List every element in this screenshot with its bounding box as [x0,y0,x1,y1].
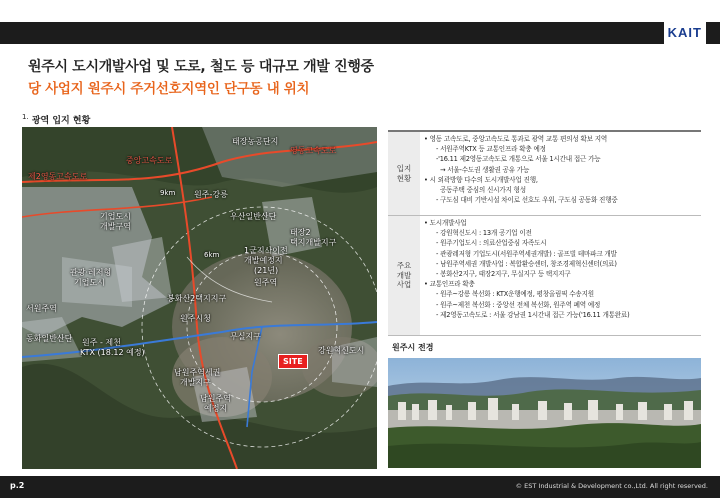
map-label: KTX (18.12 예정) [80,348,145,357]
info-table [388,130,701,336]
logo-text: KAIT [667,25,702,40]
map-label: 개발예정지 [244,256,283,265]
map-label: 우산일반산단 [230,212,277,221]
row-header [388,132,420,215]
map-label: 택지개발지구 [290,238,337,247]
row-line: - 구도심 대비 기반시설 차이로 선호도 우위, 구도심 공동화 진행중 [436,196,618,205]
map-label: 개발지구 [180,378,211,387]
row-header-line: 사업 [396,280,412,290]
map-label: 원주역 [254,278,278,287]
row-line: • 도시개발사업 [424,219,467,227]
map-label: 중앙고속도로 [126,156,173,165]
section-heading [22,113,90,126]
panorama-image [388,358,701,468]
page-title: 원주시 도시개발사업 및 도로, 철도 등 대규모 개발 진행중 [28,59,374,75]
row-line: 공동주택 중심의 신시가지 형성 [440,186,526,195]
row-body [422,218,699,320]
map-label: 남원주역 [200,394,231,403]
row-body [422,134,699,205]
map-label: 기업도시 [74,278,105,287]
map-label: 남원주역세권 [174,368,221,377]
copyright-text: © EST Industrial & Development co.,Ltd. All right reserved. [515,482,708,490]
row-line: - 원주기업도시 : 의료산업중심 자족도시 [436,239,547,248]
row-line: - 강원혁신도시 : 13개 공기업 이전 [436,229,532,238]
row-header-line: 개발 [396,270,412,280]
site-marker: SITE [278,354,308,369]
row-line: -'16.11 제2영동고속도로 개통으로 서울 1시간내 접근 가능 [436,155,601,164]
map-label: 1군지사이전 [244,246,288,255]
map-label: 강원혁신도시 [318,346,365,355]
page-subtitle: 당 사업지 원주시 주거선호지역인 단구동 내 위치 [28,81,310,97]
map-label: 동화일반산단 [26,334,73,343]
row-line: • 시 외곽방향 다수의 도시개발사업 진행, [424,175,538,184]
row-line: - 제2영동고속도로 : 서울 강남권 1시간내 접근 가능('16.11 개통완료) [436,310,630,319]
row-line: - 원주~제천 복선화 : 중앙선 전체 복선화, 원주역 폐역 예정 [436,300,601,309]
row-line: • 교통인프라 확충 [424,280,475,289]
company-logo [664,22,706,44]
map-label: 무실지구 [230,332,261,341]
map-label: 기업도시 [100,212,131,221]
row-line: - 원주~강릉 복선화 : KTX운행예정, 평창올림픽 수송지원 [436,290,594,299]
header-bar [0,22,720,44]
map-label: 제2영동고속도로 [28,172,88,181]
map-label: 영동고속도로 [290,146,337,155]
map-label: (21년) [254,266,279,275]
row-header-text [397,261,412,289]
row-header-text [397,164,412,183]
regional-map [22,127,377,469]
table-row [388,132,701,216]
section-label: 광역 입지 현황 [31,116,91,126]
row-line: - 관광레저형 기업도시(서원주역세권개발) : 골프빌 테마파크 개발 [436,249,617,258]
table-row [388,216,701,336]
map-label: 9km [160,189,176,197]
row-line: - 남원주역세권 개발사업 : 복합환승센터, 창조경제혁신센터(의료) [436,259,617,268]
map-label: 원주-강릉 [194,190,228,199]
map-label: 태장2 [290,228,311,237]
map-label: 봉화산2택지지구 [167,294,227,303]
row-header-line: 입지 [396,164,412,174]
map-label: 원주시청 [180,314,211,323]
map-label: 원주 - 제천 [82,338,121,347]
map-label: 서원주역 [26,304,57,313]
row-header-line: 현황 [396,173,412,183]
row-header-line: 주요 [396,261,412,271]
map-label: 6km [204,251,220,259]
row-line: • 영동 고속도로, 중앙고속도로 통과로 광역 교통 편의성 확보 지역 [424,135,608,143]
city-panorama-photo [388,358,701,468]
map-label: 개발구역 [100,222,131,231]
section-number: 1. [22,113,29,121]
map-label: 관광·레저형 [70,268,112,277]
photo-caption: 원주시 전경 [392,343,434,352]
map-label: 예정지 [204,404,228,413]
row-line: → 서울-수도권 생활권 공유 가능 [440,165,530,174]
row-header [388,216,420,335]
map-label: 태장농공단지 [232,137,279,146]
page-number: p.2 [10,481,25,490]
row-line: - 서원주역KTX 등 교통인프라 확충 예정 [436,145,546,154]
row-line: - 봉화산2지구, 태장2지구, 무실지구 등 택지지구 [436,270,571,279]
